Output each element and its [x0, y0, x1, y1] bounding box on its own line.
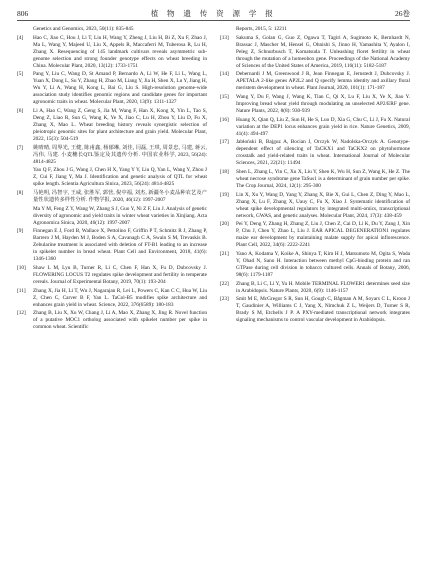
reference-text: 姚晴晴, 周界光, 王健, 陈甫鑫, 杨郁琳, 刘佳, 闫磊, 王琪, 周景忠, 马建, 蒋云, 冯伟, 马建. 小麦穗长QTL鉴定及其遗传分析. 中国农业科学, 2023, 56(24): 4814-4825 — [33, 144, 207, 165]
references-right-column — [220, 26, 410, 326]
reference-entry — [17, 206, 207, 227]
reference-text: Genetics and Genomics, 2023, 50(11): 835-845 — [33, 26, 134, 32]
reference-entry — [220, 251, 410, 279]
reference-number: [5] — [17, 71, 24, 78]
reference-number: [8] — [17, 190, 24, 197]
reference-number: [21] — [220, 250, 229, 257]
reference-number: [11] — [17, 287, 26, 294]
reference-entry — [17, 288, 207, 309]
reference-number: [12] — [17, 310, 26, 317]
reference-number: [19] — [220, 191, 229, 198]
reference-entry — [220, 139, 410, 167]
reference-text: Finnegan E J, Ford B, Wallace X, Pettolino F, Griffin P T, Schmitz R J, Zhang P, Barrero J M, Hayden M J, Boden S A, Cavanagh C A, Swain S M, Trevaskis B. Zebularine treatment is associated with deletion of FT-B1 leading to an increase in spikelet number in bread wheat. Plant Cell and Environment, 2018, 41(6): 1346-1360 — [33, 228, 207, 263]
reference-entry — [220, 35, 410, 70]
reference-number: [6] — [17, 108, 24, 115]
reference-text: Zhang B, Liu X, Xu W, Chang J, Li A, Mao X, Zhang X, Jing R. Novel function of a putative MOC1 ortholog associated with spikelet number per spike in common wheat. Scientific — [33, 310, 207, 331]
reference-entry — [220, 117, 410, 138]
reference-text: 马艳明, 冯智宇, 王威, 张胜军, 郭营, 倪中福, 刘杰, 新疆冬小麦品种农艺及产量性状遗传多样性分析. 作物学报, 2020, 46(12): 1997-2007 — [33, 190, 207, 204]
reference-number: [15] — [220, 93, 229, 100]
reference-text: Pang Y, Liu C, Wang D, St Amand P, Bernardo A, Li W, He F, Li L, Wang L, Yuan X, Dong L, Su Y, Zhang H, Zhao M, Liang Y, Jia H, Shen X, Lu Y, Jiang H, Wu Y, Li A, Wang H, Kong L, Bai G, Liu S. High-resolution genome-wide association study identifies genomic regions and candidate genes for important agronomic traits in wheat. Molecular Plant, 2020, 13(9): 1311-1327 — [33, 71, 207, 106]
reference-entry — [220, 26, 410, 33]
reference-text: Debernardi J M, Greenwood J R, Jean Finnegan E, Jernstedt J, Dubcovsky J. APETALA 2-like genes AP2L2 and Q specify lemma identity and axillary floral meristem development in wheat. Plant Journal, 2020, 101(1): 171-187 — [236, 71, 410, 92]
reference-text: Shaw L M, Lyu B, Turner R, Li C, Chen F, Han X, Fu D, Dubcovsky J. FLOWERING LOCUS T2 regulates spike development and fertility in temperate cereals. Journal of Experimental Botany, 2019, 70(1): 193-204 — [33, 265, 207, 286]
reference-entry — [17, 35, 207, 70]
reference-entry — [17, 26, 207, 33]
reference-text: Ma Y M, Feng Z Y, Wang W, Zhang S J, Guo Y, Ni Z F, Liu J. Analysis of genetic diversity of agronomic and yield traits in winter wheat varieties in Xinjiang. Acta Agronomica Sinica, 2020, 46(12): 1997-2007 — [33, 205, 207, 226]
reference-entry — [220, 281, 410, 295]
reference-text: Wang Y, Du F, Wang J, Wang K, Tian C, Qi X, Lu F, Liu X, Ye X, Jiao Y. Improving bread wheat yield through modulating an unselected AP2/ERF gene. Nature Plants, 2022, 8(8): 930-939 — [236, 93, 410, 115]
reference-text: Lin X, Xu Y, Wang D, Yang Y, Zhang X, Bie X, Gui L, Chen Z, Ding Y, Mao L, Zhang X, Lu F, Zhang X, Uauy C, Fu X, Xiao J. Systematic identification of wheat spike developmental regulators by integrated multi-omics, transcriptional network, GWAS, and genetic analyses. Molecular Plant, 2024, 17(3): 438-459 — [236, 191, 410, 219]
reference-text: Jabłoński B, Bajguz A, Bocian J, Orczyk W, Nadolska-Orczyk A. Genotype-dependent effect of silencing of TaCKX1 and TaCKX2 on phytohormone crosstalk and yield-related traits in wheat. International Journal of Molecular Sciences, 2021, 22(21): 11494 — [236, 139, 410, 167]
reference-entry — [17, 167, 207, 188]
references-left-column — [17, 26, 207, 333]
reference-number: [18] — [220, 168, 229, 175]
reference-entry — [17, 145, 207, 166]
reference-text: Smit M E, McGregor S R, Sun H, Gough C, Bågman A M, Soyars C L, Kroon J T, Gaudinier A, Williams C J, Yang X, Nimchuk Z L, Weijers D, Turner S R, Brady S M, Etchells J P. A PXY-mediated transcriptional network integrates signaling mechanisms to control vascular development in Arabidopsis. — [236, 296, 410, 324]
reference-text: Sakuma S, Golan G, Guo Z, Ogawa T, Tagiri A, Sugimoto K, Bernhardt N, Brassac J, Mascher M, Hensel G, Ohnishi S, Jinno H, Yamashita Y, Ayalon I, Peleg Z, Schnurbusch T, Komatsuda T. Unleashing floret fertility in wheat through the mutation of a homeobox gene. Proceedings of the National Academy of Sciences of the United States of America, 2019, 116(11): 5182-5187 — [236, 34, 410, 69]
reference-entry — [220, 296, 410, 324]
reference-entry — [17, 71, 207, 106]
reference-text: Li A, Hao C, Wang Z, Geng S, Jia M, Wang F, Han X, Kong X, Yin L, Tao S, Deng Z, Liao R, Sun G, Wang K, Ye X, Jiao C, Lu H, Zhou Y, Liu D, Fu X, Zhang X, Mao L. Wheat breeding history reveals synergistic selection of pleiotropic genomic sites for plant architecture and grain yield. Molecular Plant, 2022, 15(3): 504-519 — [33, 108, 207, 143]
reference-text: Shen L, Zhang L, Yin C, Xu X, Liu Y, Shen K, Wu H, Sun Z, Wang K, He Z. The wheat necrose syndrome gene TaSus1 is a determinant of grain number per spike. The Crop Journal, 2024, 12(1): 295-300 — [236, 168, 410, 189]
reference-number: [20] — [220, 221, 229, 228]
reference-number: [4] — [17, 34, 24, 41]
reference-text: Pei Y, Deng Y, Zhang H, Zhang Z, Liu J, Chen Z, Cai D, Li K, Du Y, Zang J, Xin P, Chu J, Chen Y, Zhao L, Liu J. EAR APICAL DEGENERATION1 regulates maize ear development by maintaining malate supply for apical inflorescence. Plant Cell, 2022, 34(6): 2222-2241 — [236, 221, 410, 249]
reference-number: [10] — [17, 265, 26, 271]
reference-text: Reports, 2015, 5: 12211 — [236, 26, 287, 32]
reference-entry — [17, 265, 207, 286]
reference-text: Zhang B, Li C, Li Y, Yu H. Mobile TERMINAL FLOWER1 determines seed size in Arabidopsis. Nature Plants, 2020, 6(9): 1146-1157 — [236, 280, 410, 294]
reference-entry — [17, 310, 207, 331]
reference-text: Zhang X, Jia H, Li T, Wu J, Nagarajan R, Lei L, Powers C, Kan C C, Hua W, Liu Z, Chen C, Carver B F, Yan L. TaCol-B5 modifies spike architecture and enhances grain yield in wheat. Science, 2022, 376(6589): 180-183 — [33, 287, 207, 308]
reference-entry — [220, 71, 410, 92]
reference-entry — [220, 192, 410, 220]
reference-entry — [17, 190, 207, 204]
reference-number: [13] — [220, 34, 229, 41]
reference-text: Huang X, Qian Q, Liu Z, Sun H, He S, Luo D, Xia G, Chu C, Li J, Fu X. Natural variation at the DEP1 locus enhances grain yield in rice. Nature Genetics, 2009, 41(4): 494-497 — [236, 116, 410, 137]
reference-number: [23] — [220, 296, 229, 303]
reference-text: Hao C, Jiao C, Hou J, Li T, Liu H, Wang Y, Zheng J, Liu H, Bi Z, Xu F, Zhao J, Ma L, Wang Y, Majeed U, Liu X, Appels R, Maccaferri M, Tuberosa R, Lu H, Zhang X. Resequencing of 145 landmark cultivars reveals asymmetric sub-genome selection and strong founder genotype effects on wheat breeding in China. Molecular Plant, 2020, 13(12): 1733-1751 — [33, 34, 207, 69]
reference-entry — [220, 221, 410, 249]
reference-number: [7] — [17, 144, 24, 151]
reference-number: [9] — [17, 228, 24, 235]
reference-text: Yao Q F, Zhou J G, Wang J, Chen H X, Yang Y Y, Liu Q, Yan L, Wang Y, Zhou J Z, Cui F, Jiang Y, Ma J. Identification and genetic analysis of QTL for wheat spike length. Scientia Agricultura Sinica, 2023, 56(24): 4814-4825 — [33, 167, 207, 188]
volume-label: 26卷 — [395, 9, 410, 18]
journal-title: 植 物 遗 传 资 源 学 报 — [150, 9, 277, 18]
reference-entry — [17, 108, 207, 143]
reference-entry — [17, 228, 207, 263]
reference-number: [22] — [220, 280, 229, 287]
reference-text: Yano A, Kodama Y, Koike A, Shinya T, Kim H J, Matsumoto M, Ogita S, Wada Y, Ohad N, Sano H. Interaction between methyl CpG-binding protein and ran GTPase during cell division in tobacco cultured cells. Annals of Botany, 2006, 98(6): 1179-1187 — [236, 250, 410, 279]
reference-entry — [220, 94, 410, 115]
reference-number: [14] — [220, 71, 229, 78]
reference-number: [17] — [220, 139, 229, 146]
reference-number: [16] — [220, 116, 229, 123]
running-header — [17, 8, 410, 21]
page-number: 806 — [17, 9, 29, 18]
reference-entry — [220, 169, 410, 190]
